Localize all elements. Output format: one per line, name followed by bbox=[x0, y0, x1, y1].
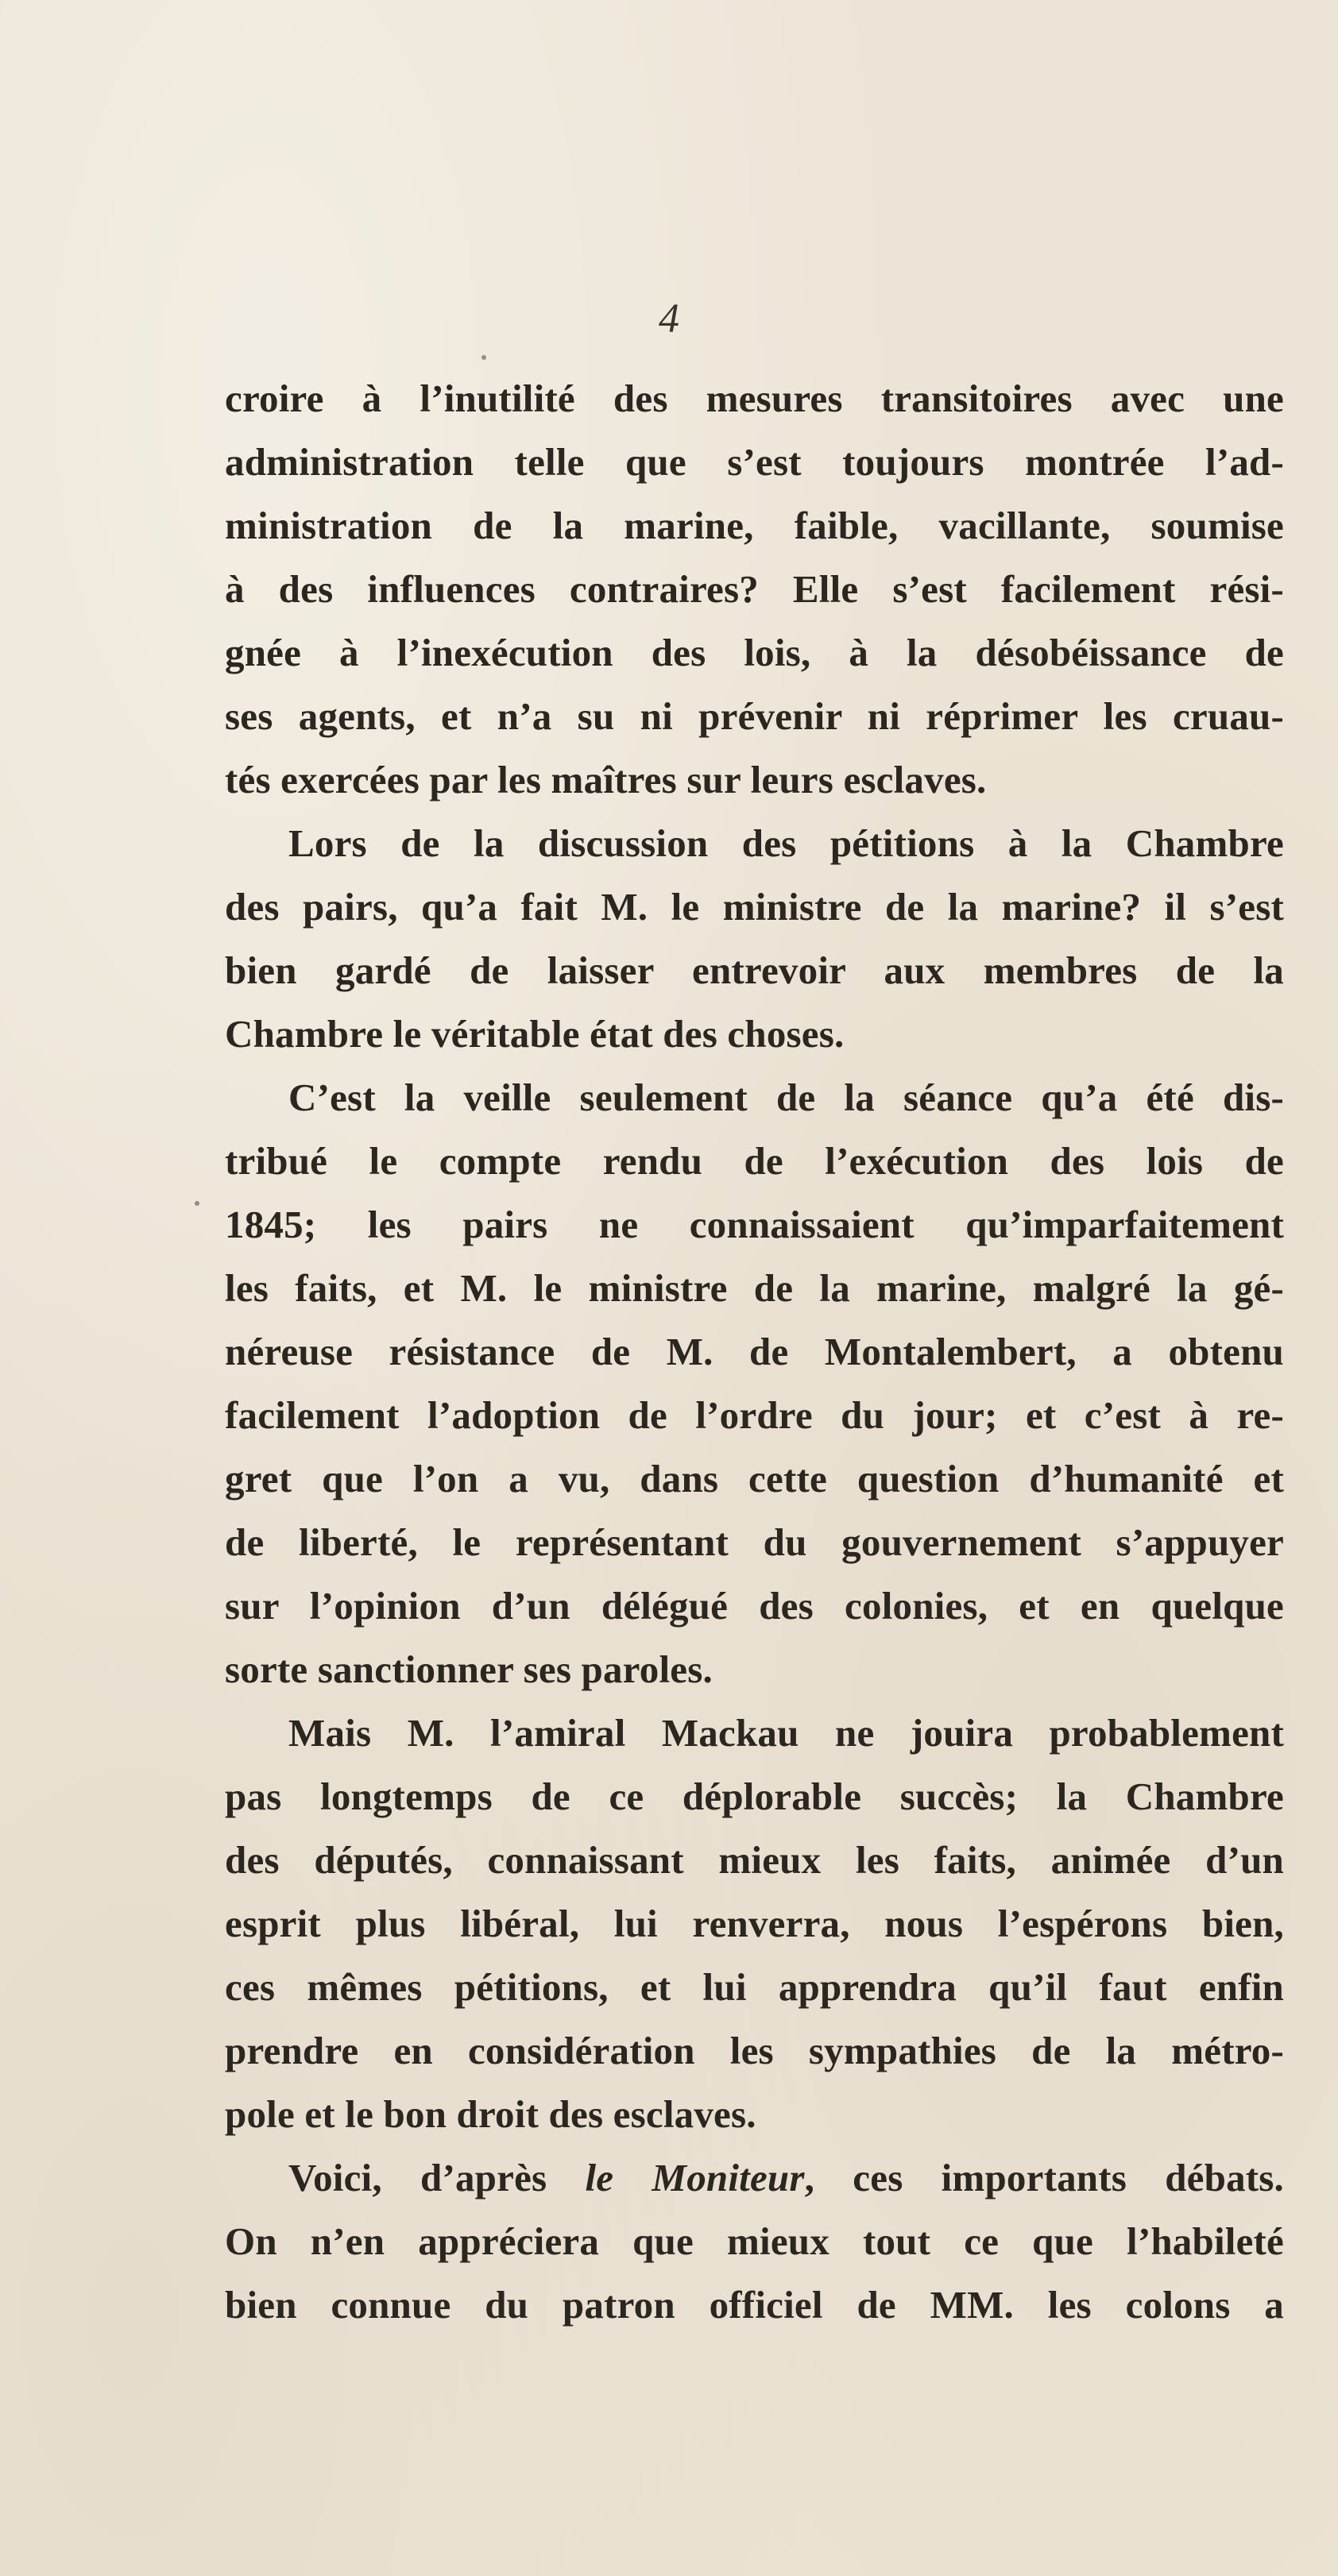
text-line: les faits, et M. le ministre de la marine, malgré la gé- bbox=[225, 1266, 1284, 1310]
newspaper-title: le Moniteur bbox=[585, 2156, 805, 2199]
text-line: gret que l’on a vu, dans cette question d’humanité et bbox=[225, 1457, 1284, 1500]
text-line: Chambre le véritable état des choses. bbox=[225, 1012, 845, 1056]
page-number: 4 bbox=[659, 296, 679, 342]
text-line: sur l’opinion d’un délégué des colonies, et en quelque bbox=[225, 1584, 1284, 1628]
text-line: sorte sanctionner ses paroles. bbox=[225, 1647, 713, 1691]
paragraph-start-line bbox=[225, 2146, 1284, 2210]
paragraph-start-line: Mais M. l’amiral Mackau ne jouira probablement bbox=[288, 1711, 1284, 1755]
text-line: des députés, connaissant mieux les faits, animée d’un bbox=[225, 1838, 1284, 1882]
text-line: des pairs, qu’a fait M. le ministre de la marine? il s’est bbox=[225, 885, 1284, 929]
text-line: tribué le compte rendu de l’exécution des lois de bbox=[225, 1139, 1284, 1183]
text-line: 1845; les pairs ne connaissaient qu’imparfaitement bbox=[225, 1203, 1284, 1246]
text-segment: , ces importants débats. bbox=[804, 2156, 1284, 2199]
text-line: à des influences contraires? Elle s’est facilement rési- bbox=[225, 567, 1284, 611]
text-line: pas longtemps de ce déplorable succès; la Chambre bbox=[225, 1775, 1284, 1818]
text-segment: Voici, d’après bbox=[288, 2156, 586, 2199]
text-line: prendre en considération les sympathies de la métro- bbox=[225, 2029, 1284, 2072]
text-line: esprit plus libéral, lui renverra, nous l’espérons bien, bbox=[225, 1902, 1284, 1945]
text-line: bien connue du patron officiel de MM. les colons a bbox=[225, 2283, 1284, 2327]
text-line: pole et le bon droit des esclaves. bbox=[225, 2092, 756, 2136]
text-line: tés exercées par les maîtres sur leurs esclaves. bbox=[225, 758, 987, 801]
text-line: ses agents, et n’a su ni prévenir ni réprimer les cruau- bbox=[225, 694, 1284, 738]
text-line: On n’en appréciera que mieux tout ce que l’habileté bbox=[225, 2219, 1284, 2263]
paper-speck bbox=[195, 1201, 199, 1206]
text-line: gnée à l’inexécution des lois, à la désobéissance de bbox=[225, 631, 1284, 674]
text-line: ces mêmes pétitions, et lui apprendra qu’il faut enfin bbox=[225, 1965, 1284, 2009]
text-line: néreuse résistance de M. de Montalembert, a obtenu bbox=[225, 1330, 1284, 1373]
paper-speck bbox=[481, 355, 486, 360]
body-text bbox=[225, 367, 1284, 2337]
text-line: croire à l’inutilité des mesures transitoires avec une bbox=[225, 377, 1284, 420]
text-line: bien gardé de laisser entrevoir aux membres de la bbox=[225, 948, 1284, 992]
text-line: facilement l’adoption de l’ordre du jour; et c’est à re- bbox=[225, 1393, 1284, 1437]
text-line: administration telle que s’est toujours montrée l’ad- bbox=[225, 440, 1284, 484]
paragraph-start-line: Lors de la discussion des pétitions à la Chambre bbox=[288, 821, 1284, 865]
text-line: de liberté, le représentant du gouvernement s’appuyer bbox=[225, 1520, 1284, 1564]
text-line: ministration de la marine, faible, vacillante, soumise bbox=[225, 504, 1284, 547]
paragraph-start-line: C’est la veille seulement de la séance qu’a été dis- bbox=[288, 1076, 1284, 1119]
